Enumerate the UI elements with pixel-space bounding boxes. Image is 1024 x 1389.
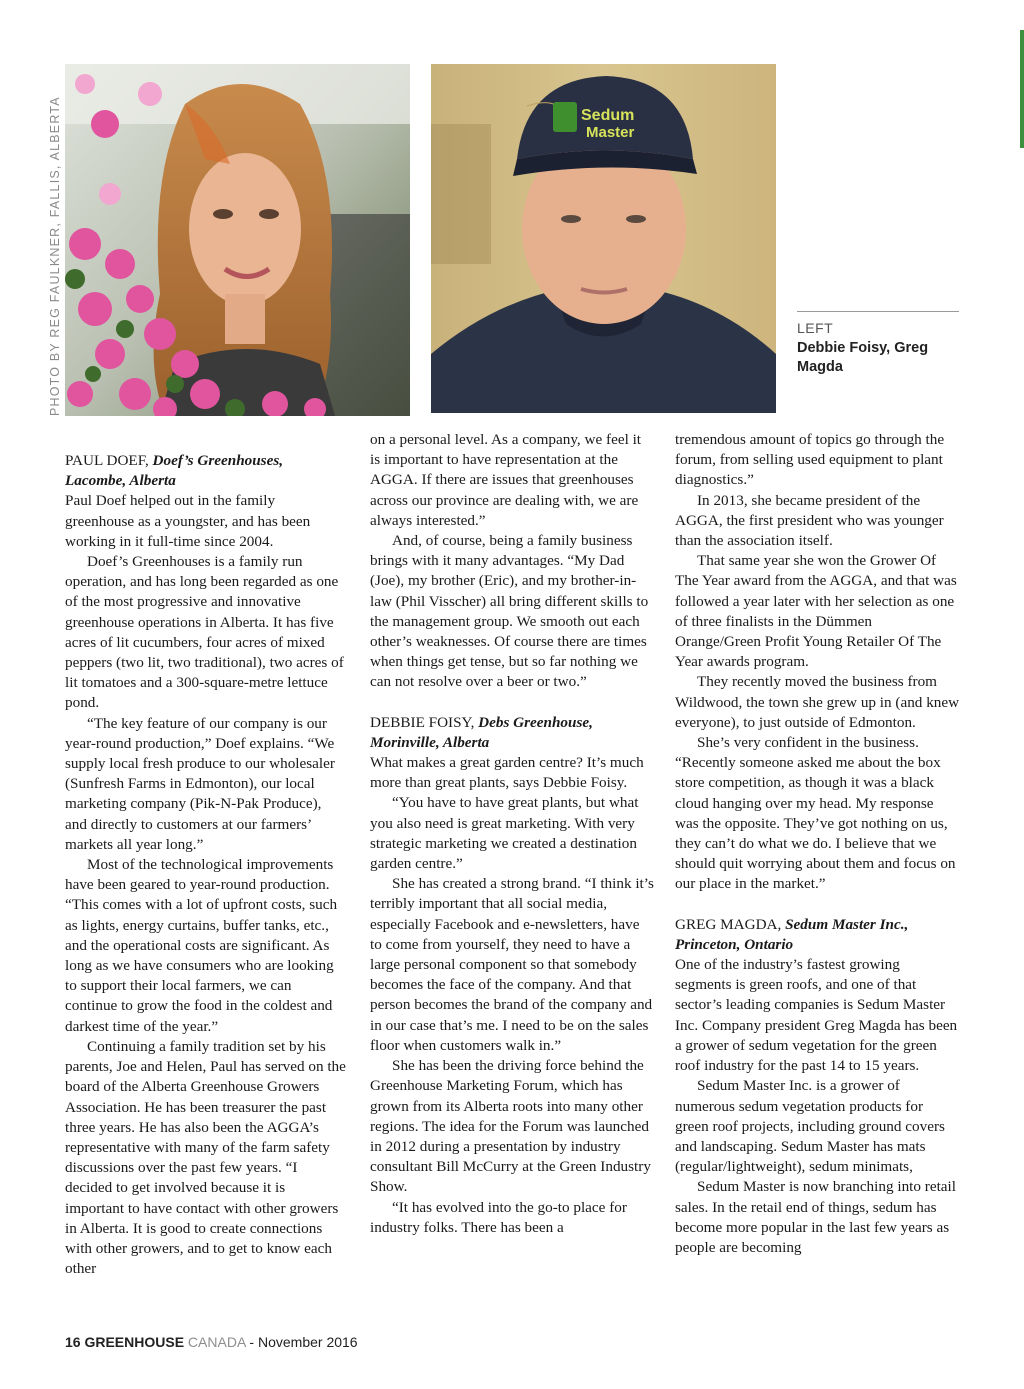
paragraph: They recently moved the business from Wildwood, the town she grew up in (and knew everyone), to just outside of Edmonton. [675,673,960,731]
photo-greg-magda-image [431,64,776,413]
profile-heading-greg-magda [675,915,960,955]
hat-logo-line1: Sedum [581,107,635,124]
profile-location: Morinville, Alberta [370,733,490,751]
page-number: 16 [65,1334,85,1350]
paragraph: Paul Doef helped out in the family greenhouse as a youngster, and has been working in it full-time since 2004. [65,492,311,550]
profile-heading-paul-doef [65,451,347,491]
caption-label: LEFT [797,320,834,336]
caption-rule [797,311,959,312]
paragraph: She has been the driving force behind the Greenhouse Marketing Forum, which has grown from its Alberta roots into many other regions. The idea for the Forum was launched in 2012 during a presentation by industry consultant Bill McCurry at the Green Industry Show. [370,1057,651,1196]
paragraph: Sedum Master is now branching into retail sales. In the retail end of things, sedum has become more popular in the last few years as people are becoming [675,1178,956,1256]
paragraph: “It has evolved into the go-to place for industry folks. There has been a [370,1198,627,1236]
paragraph: Most of the technological improvements have been geared to year-round production. “This comes with a lot of upfront costs, such as lights, energy curtains, buffer tanks, etc., and the operational costs are significant. As long as we have consumers who are looking to support their local farmers, we can continue to grow the food in the coldest and darkest time of the year.” [65,856,338,1035]
profile-company: Debs Greenhouse, [478,713,593,731]
magazine-brand-suffix: CANADA [184,1334,246,1350]
hat-logo-line2: Master [586,124,635,141]
paragraph: One of the industry’s fastest growing segments is green roofs, and one of that sector’s leading companies is Sedum Master Inc. Company president Greg Magda has been a grower of sedum vegetation for the green roof industry for the past 14 to 15 years. [675,956,958,1075]
profile-company: Doef’s Greenhouses, [152,452,284,469]
paragraph: In 2013, she became president of the AGGA, the first president who was younger than the association itself. [675,491,944,550]
profile-name: DEBBIE FOISY, [370,713,479,731]
page-edge-tab [1020,30,1024,148]
paragraph: Continuing a family tradition set by his parents, Joe and Helen, Paul has served on the board of the Alberta Greenhouse Growers Association. He has been treasurer the past three years. He has also been the AGGA’s representative with many of the farm safety discussions over the past few years. “I decided to get involved because it is important to have contact with other growers in Alberta. It is good to create connections with other growers, and to get to know each other [65,1037,346,1278]
profile-name: GREG MAGDA, [675,915,786,933]
profile-heading-debbie-foisy [370,713,654,753]
profile-location: Lacombe, Alberta [65,472,176,490]
photo-credit: PHOTO BY REG FAULKNER, FALLIS, ALBERTA [48,96,62,416]
photo-greg-magda [431,64,776,413]
page-footer [65,1334,358,1350]
paragraph: “The key feature of our company is our year-round production,” Doef explains. “We supply local fresh produce to our wholesaler (Sunfresh Farms in Edmonton), our local marketing company (Pik-N-Pak Produce), and directly to customers at our farmers’ markets all year long.” [65,714,335,853]
paragraph: She has created a strong brand. “I think it’s terribly important that all social media, especially Facebook and e-newsletters, have to come from yourself, they need to have a large personal component so that somebody becomes the face of the company. And that person becomes the brand of the company and in our case that’s me. I need to be on the sales floor when customers walk in.” [370,875,654,1054]
paragraph: tremendous amount of topics go through the forum, from selling used equipment to plant diagnostics.” [675,431,945,489]
photo-debbie-foisy-image [65,64,410,416]
profile-location: Princeton, Ontario [675,935,794,953]
article-column-3 [675,430,960,1258]
paragraph: She’s very confident in the business. “Recently someone asked me about the box store competition, as though it was a black cloud hanging over my head. My response was the opposite. They’ve got nothing on us, they can’t do what we do. I believe that we should quit worrying about them and focus on our place in the market.” [675,734,956,893]
paragraph: “You have to have great plants, but what you also need is great marketing. With very strategic marketing we created a destination garden centre.” [370,794,639,873]
paragraph: What makes a great garden centre? It’s much more than great plants, says Debbie Foisy. [370,754,644,792]
paragraph: Doef’s Greenhouses is a family run operation, and has long been regarded as one of the most progressive and innovative greenhouse operations in Alberta. It has five acres of lit cucumbers, four acres of mixed peppers (two lit, two traditional), two acres of lit tomatoes and a 300-square-metre lettuce pond. [65,553,344,712]
paragraph: Sedum Master Inc. is a grower of numerous sedum vegetation products for green roof projects, including ground covers and landscaping. Sedum Master has mats (regular/lightweight), sedum minimats, [675,1077,945,1176]
article-column-2 [370,430,654,1238]
article-column-1 [65,451,347,1279]
paragraph: That same year she won the Grower Of The Year award from the AGGA, and that was followed a year later with her selection as one of three finalists in the Dümmen Orange/Green Profit Young Retailer Of The Year awards program. [675,552,957,671]
profile-name: PAUL DOEF, [65,452,153,469]
paragraph: And, of course, being a family business brings with it many advantages. “My Dad (Joe), my brother (Eric), and my brother-in-law (Phil Visscher) all bring different skills to the management group. We smooth out each other’s weaknesses. Of course there are times when things get tense, but so far nothing we can not resolve over a beer or two.” [370,532,649,691]
footer-separator: - [245,1334,258,1350]
caption-names: Debbie Foisy, Greg Magda [797,340,929,375]
issue-date: November 2016 [257,1334,358,1350]
photo-debbie-foisy [65,64,410,416]
paragraph: on a personal level. As a company, we feel it is important to have representation at the AGGA. If there are issues that greenhouses across our province are dealing with, we are always interested.” [370,431,642,529]
magazine-brand: GREENHOUSE [84,1334,185,1350]
profile-company: Sedum Master Inc., [785,915,909,933]
